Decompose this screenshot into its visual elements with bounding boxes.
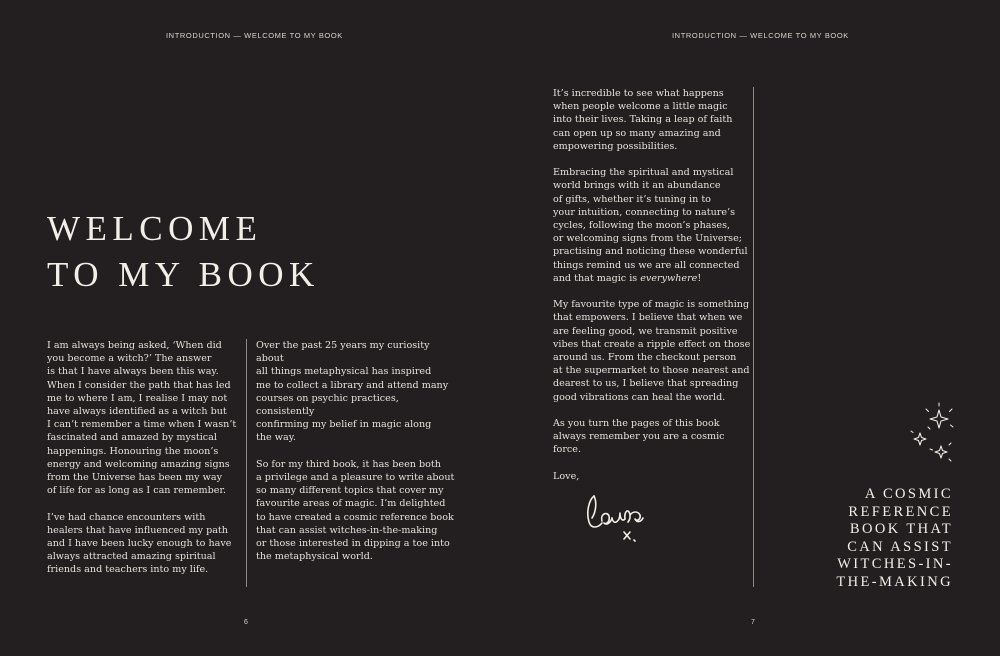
sparkles-icon [905, 401, 957, 465]
page-number-right: 7 [751, 619, 755, 626]
pull-quote-line: WITCHES-IN- [837, 556, 953, 573]
pull-quote-line: THE-MAKING [836, 573, 953, 590]
paragraph-text: ! [697, 272, 702, 284]
pull-quote-line: CAN ASSIST [847, 538, 953, 555]
paragraph-text: Embracing the spiritual and mystical world brings with it an abundance of gifts, whether it’s tuning in to your intuition, connecting to nature’s cycles, following the moon’s phases, or welcoming signs from the Universe; practising and noticing these wonderful things remind us we are all connected and that magic is [553, 167, 748, 284]
paragraph: As you turn the pages of this book always remember you are a cosmic force. [553, 418, 725, 456]
paragraph: Over the past 25 years my curiosity about all things metaphysical has inspired me to collect a library and attend many courses on psychic practices, consistently confirming my belief in magic along the way. [256, 340, 449, 444]
paragraph [553, 166, 753, 285]
column-divider [246, 339, 247, 587]
page-number-left: 6 [244, 619, 248, 626]
paragraph: I’ve had chance encounters with healers that have influenced my path and I have been lucky enough to have always attracted amazing spiritual friends and teachers into my life. [47, 511, 232, 576]
running-head-left: INTRODUCTION — WELCOME TO MY BOOK [166, 31, 343, 40]
intro-column-2 [256, 339, 456, 563]
running-head-right: INTRODUCTION — WELCOME TO MY BOOK [672, 31, 849, 40]
paragraph: So for my third book, it has been both a privilege and a pleasure to write about so many different topics that cover my favourite areas of magic. I’m delighted to have created a cosmic reference book that can assist witches-in-the-making or those interested in dipping a toe into the metaphysical world. [256, 458, 455, 563]
intro-column-3 [553, 87, 753, 483]
paragraph: My favourite type of magic is something that empowers. I believe that when we are feeling good, we transmit positive vibes that create a ripple effect on those around us. From the checkout person at the supermarket to those nearest and dearest to us, I believe that spreading good vibrations can heal the world. [553, 299, 751, 403]
page-title [47, 206, 320, 298]
paragraph: It’s incredible to see what happens when people welcome a little magic into their lives. Taking a leap of faith can open up so many amazing and empowering possibilities. [553, 88, 733, 152]
column-divider [753, 87, 754, 587]
pull-quote-line: BOOK THAT [849, 521, 953, 538]
pull-quote-line: REFERENCE [848, 503, 953, 520]
title-line-2: TO MY BOOK [47, 255, 320, 294]
signature [580, 488, 656, 548]
paragraph: I am always being asked, ‘When did you become a witch?’ The answer is that I have always been this way. When I consider the path that has led me to where I am, I realise I may not have always identified as a witch but I can’t remember a time when I wasn’t fascinated and amazed by mystical happenings. Honouring the moon’s energy and welcoming amazing signs from the Universe has been my way of life for as long as I can remember. [47, 340, 237, 497]
intro-column-1 [47, 339, 237, 577]
title-line-1: WELCOME [47, 209, 263, 248]
signoff: Love, [553, 470, 580, 482]
pull-quote-line: A COSMIC [864, 486, 953, 502]
pull-quote [813, 486, 953, 592]
emphasis-text: everywhere [640, 272, 698, 284]
